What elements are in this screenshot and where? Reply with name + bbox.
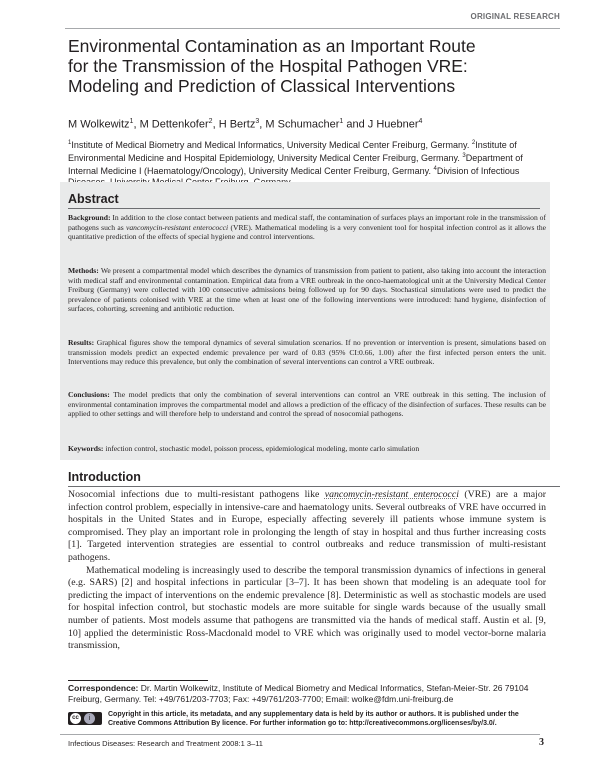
paragraph-label: Methods:	[68, 266, 99, 275]
author-affil-marker: 1	[129, 118, 134, 125]
cc-icon: cc	[70, 713, 81, 724]
organism-link[interactable]: vancomycin-resistant enterococci	[324, 489, 459, 500]
introduction-divider	[68, 486, 560, 487]
affil-marker: 4	[433, 166, 437, 172]
keywords-text: infection control, stochastic model, poisson process, epidemiological modeling, monte carlo simulation	[105, 444, 420, 453]
paragraph	[68, 489, 546, 565]
affiliations	[68, 138, 548, 188]
abstract-background	[68, 213, 546, 242]
journal-citation: Infectious Diseases: Research and Treatment 2008:1 3–11	[68, 739, 263, 748]
author-affil-marker: 4	[418, 118, 423, 125]
paragraph-text: (VRE). Mathematical modeling is a very convenient tool for hospital infection control as it allows the quantitative prediction of the effects of special hygiene and control interventions.	[68, 222, 546, 242]
paragraph-text: We present a compartmental model which describes the dynamics of transmission from patient to patient, also taking into account the interaction with medical staff and environmental contamination. Empirical data from a VRE outbreak in the onco-haematological unit at the University Medical Center Freiburg (Germany) were collected with 100 consecutive admissions being followed up for 90 days. Stochastical simulations were used to predict the prevalence of patients colonised with VRE at the time when at least one of the following interventions were introduced: hand hygiene, disinfection of surfaces, cohorting, screening and antibiotic reduction.	[68, 266, 546, 314]
title-line: for the Transmission of the Hospital Pathogen VRE:	[68, 56, 468, 76]
attribution-icon: i	[84, 713, 95, 724]
paragraph: Mathematical modeling is increasingly used to describe the temporal transmission dynamics of infections in general (e.g. SARS) [2] and hospital infections in particular [3–7]. It has been shown that modeling is an adequate tool for predicting the impact of interventions on the endemic prevalence [8]. Deterministic as well as stochastic models are used for hospital infection control, but stochastic models are more suitable for single wards because of the usually small number of patients. Most models assume that pathogens are transmitted via the hands of medical staff. Austin et al. [9, 10] applied the deterministic Ross-Macdonald model to VRE which was originally used to model vector-borne malaria transmission,	[68, 564, 546, 652]
author-conjunction: and	[346, 118, 365, 131]
paragraph-text: Graphical figures show the temporal dynamics of several simulation scenarios. If no prevention or intervention is present, simulations based on transmission models predict an expected endemic prevalence per ward of 0.83 (95% CI:0.66, 1.00) after the first infected person enters the unit. Interventions may reduce this prevalence, but only the combination of several interventions can control a VRE outbreak.	[68, 338, 546, 367]
author-name: M Dettenkofer	[139, 118, 209, 131]
abstract-keywords	[68, 444, 546, 454]
correspondence-label: Correspondence:	[68, 683, 139, 693]
affiliation: Division of Infectious	[436, 166, 520, 176]
section-label: ORIGINAL RESEARCH	[470, 12, 560, 21]
paragraph-text: (VRE) are a major infection control problem, especially in intensive-care and haematology units. Several outbreaks of VRE have occurred in hospitals in the United States and in Europe, especially affecting severely ill patients whose immune system is compromised. They play an important role in prolonging the length of stay in hospital and thus further increasing costs [1]. Targeted intervention strategies are essential to control outbreaks and reduce transmission of multi-resistant pathogens.	[68, 489, 546, 563]
creative-commons-badge	[68, 712, 102, 725]
paragraph-label: Background:	[68, 213, 111, 222]
correspondence-text: Dr. Martin Wolkewitz, Institute of Medical Biometry and Medical Informatics, Stefan-Meier-Str. 26 79104 Freiburg, Germany. Tel: +49/761/203-7703; Fax: +49/761/203-7700; Email: wolke@fdm.uni-freiburg.de	[68, 683, 529, 704]
author-affil-marker: 3	[255, 118, 260, 125]
affiliation: Institute of Environmental Medicine and Hospital Epidemiology, University Medical Center Freiburg, Germany.	[68, 140, 517, 163]
introduction-body	[68, 489, 546, 653]
title-line: Modeling and Prediction of Classical Interventions	[68, 76, 456, 96]
article-title	[68, 36, 548, 96]
author-affil-marker: 2	[208, 118, 213, 125]
affiliation: Institute of Medical Biometry and Medical Informatics, University Medical Center Freiburg, Germany.	[71, 140, 470, 150]
organism-name: vancomycin-resistant enterococci	[126, 222, 229, 232]
abstract-results	[68, 338, 546, 367]
paragraph-text: Nosocomial infections due to multi-resistant pathogens like	[68, 489, 320, 500]
affil-marker: 3	[462, 153, 466, 159]
author-name: H Bertz	[218, 118, 256, 131]
abstract-heading: Abstract	[68, 192, 119, 206]
affiliation: Department of Internal Medicine I (Haematology/Oncology), University Medical Center Freiburg, Germany.	[68, 153, 523, 176]
introduction-heading: Introduction	[68, 470, 141, 484]
correspondence	[68, 683, 548, 705]
author-name: J Huebner	[367, 118, 419, 131]
paragraph-text: In addition to the close contact between patients and medical staff, the contamination of surfaces plays an important role in the transmission of pathogens such as	[68, 213, 546, 232]
affil-marker: 1	[68, 140, 72, 146]
paragraph-label: Keywords:	[68, 444, 104, 453]
author-name: M Schumacher	[265, 118, 340, 131]
footer-divider	[60, 734, 540, 735]
abstract-methods	[68, 266, 546, 314]
author-affil-marker: 1	[339, 118, 344, 125]
title-line: Environmental Contamination as an Important Route	[68, 36, 476, 56]
paragraph-label: Conclusions:	[68, 390, 110, 399]
header-divider	[65, 28, 560, 29]
paragraph-label: Results:	[68, 338, 95, 347]
affil-marker: 2	[471, 140, 476, 146]
page-number: 3	[539, 737, 544, 748]
paragraph-text: The model predicts that only the combination of several interventions can control an VRE outbreak in this setting. The inclusion of environmental contamination improves the compartmental model and allows a prediction of the efficacy of the disinfection of surfaces. These results can be applied to other settings and will therefore help to understand and control the spread of nosocomial pathogens.	[68, 390, 546, 419]
author-name: M Wolkewitz	[68, 118, 130, 131]
abstract-divider	[68, 208, 540, 209]
author-list: M Wolkewitz$^1$, M Dettenkofer$^2$, H Bertz$^3$, M Schumacher$^1$ and J Huebner$^4$	[68, 118, 423, 131]
abstract-conclusions	[68, 390, 546, 419]
footnote-divider	[68, 680, 208, 681]
copyright-notice: Copyright in this article, its metadata, and any supplementary data is held by its author or authors. It is published under the Creative Commons Attribution By licence. For further information go to: http://creativecommons.org/licenses/by/3.0/.	[108, 711, 519, 727]
